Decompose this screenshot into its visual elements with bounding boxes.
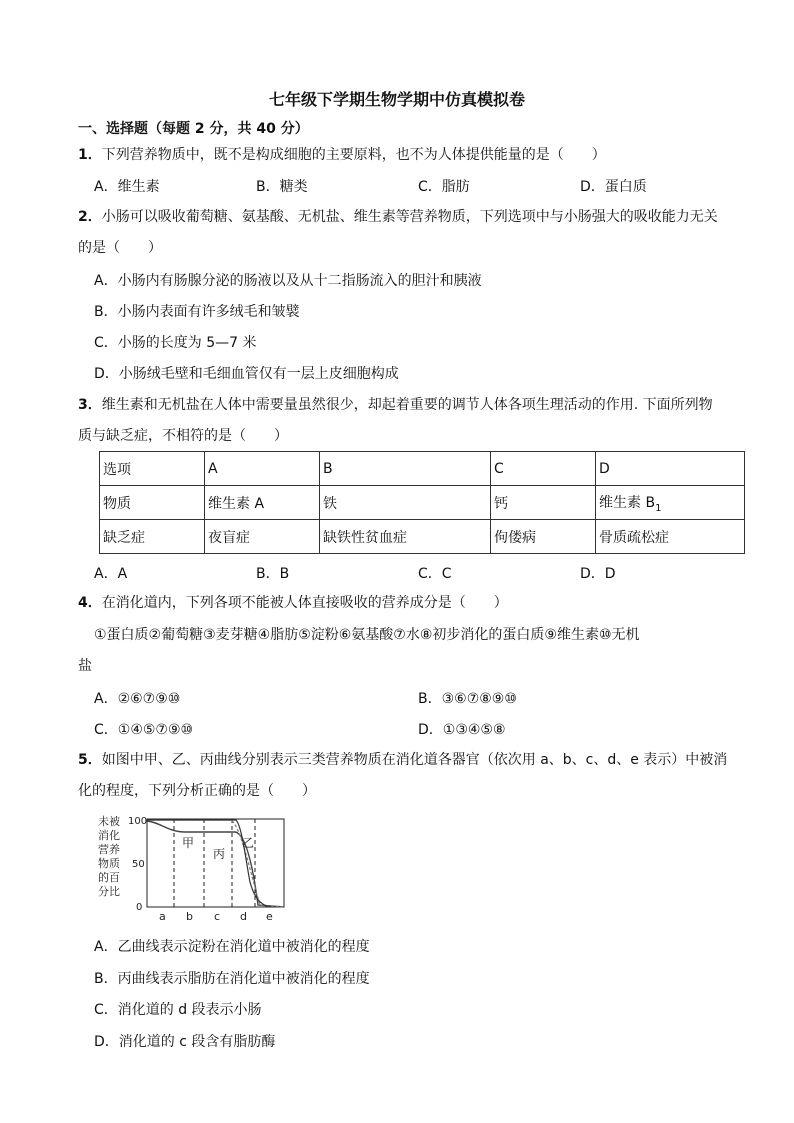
table-cell: 钙 (491, 486, 596, 520)
question-text: 小肠可以吸收葡萄糖、氨基酸、无机盐、维生素等营养物质，下列选项中与小肠强大的吸收能力无关 (101, 209, 718, 225)
digestion-curve-figure (90, 812, 300, 924)
option-b[interactable]: B．B (256, 566, 290, 582)
option-a[interactable]: A．维生素 (94, 179, 160, 195)
x-tick-label: d (240, 910, 247, 923)
option-c[interactable]: C．消化道的 d 段表示小肠 (94, 1002, 262, 1018)
question-text: 在消化道内，下列各项不能被人体直接吸收的营养成分是（ ） (101, 595, 508, 611)
subscript: 1 (655, 502, 662, 514)
table-cell: B (320, 452, 491, 486)
question-number: 5． (78, 752, 102, 768)
question-5 (78, 750, 727, 770)
question-text: 维生素和无机盐在人体中需要量虽然很少，却起着重要的调节人体各项生理活动的作用. 下面所列物 (101, 397, 713, 413)
question-number: 3． (78, 397, 102, 413)
option-c[interactable]: C．脂肪 (418, 179, 470, 195)
y-axis-label: 消化 (98, 829, 120, 842)
table-cell: 选项 (100, 452, 205, 486)
option-a[interactable]: A．小肠内有肠腺分泌的肠液以及从十二指肠流入的胆汁和胰液 (94, 273, 482, 289)
option-b[interactable]: B．糖类 (256, 179, 308, 195)
question-text-continued: 化的程度，下列分析正确的是（ ） (78, 783, 316, 799)
y-axis-label: 物质 (98, 857, 120, 870)
y-tick-label: 50 (132, 859, 145, 870)
table-row (100, 520, 745, 554)
question-2 (78, 207, 718, 227)
table-cell: A (205, 452, 320, 486)
question-text-continued: 质与缺乏症，不相符的是（ ） (78, 428, 288, 444)
y-axis-label: 营养 (98, 843, 120, 856)
question-number: 2． (78, 209, 102, 225)
option-c[interactable]: C．小肠的长度为 5—7 米 (94, 335, 257, 351)
question-text: 下列营养物质中，既不是构成细胞的主要原料，也不为人体提供能量的是（ ） (101, 147, 606, 163)
table-cell: 骨质疏松症 (596, 520, 745, 554)
curve-label: 丙 (213, 847, 226, 861)
option-d[interactable]: D．消化道的 c 段含有脂肪酶 (94, 1034, 276, 1050)
option-b[interactable]: B．丙曲线表示脂肪在消化道中被消化的程度 (94, 971, 370, 987)
question-number: 1． (78, 147, 102, 163)
nutrient-list-continued: 盐 (78, 658, 92, 674)
y-axis-label: 的百 (98, 871, 120, 884)
table-cell: 佝偻病 (491, 520, 596, 554)
option-c[interactable]: C．①④⑤⑦⑨⑩ (94, 722, 194, 738)
option-a[interactable]: A．乙曲线表示淀粉在消化道中被消化的程度 (94, 939, 370, 955)
option-c[interactable]: C．C (418, 566, 452, 582)
y-axis-label: 分比 (98, 885, 120, 898)
x-tick-label: a (159, 910, 166, 923)
vitamin-mineral-table (99, 451, 745, 554)
table-cell: 夜盲症 (205, 520, 320, 554)
option-a[interactable]: A．A (94, 566, 128, 582)
table-cell: 物质 (100, 486, 205, 520)
curve-jia (147, 821, 284, 907)
table-cell: D (596, 452, 745, 486)
table-cell (596, 486, 745, 520)
curve-label: 乙 (242, 836, 255, 850)
table-row (100, 486, 745, 520)
question-text-continued: 的是（ ） (78, 240, 162, 256)
question-1 (78, 145, 606, 165)
option-b[interactable]: B．③⑥⑦⑧⑨⑩ (418, 691, 517, 707)
x-tick-label: b (186, 910, 193, 923)
option-d[interactable]: D．D (580, 566, 616, 582)
option-d[interactable]: D．蛋白质 (580, 179, 647, 195)
option-b[interactable]: B．小肠内表面有许多绒毛和皱襞 (94, 304, 300, 320)
question-number: 4． (78, 595, 102, 611)
y-tick-label: 100 (128, 816, 148, 827)
question-text: 如图中甲、乙、丙曲线分别表示三类营养物质在消化道各器官（依次用 a、b、c、d、e 表示）中被消 (101, 752, 728, 768)
table-cell: 缺铁性贫血症 (320, 520, 491, 554)
option-d[interactable]: D．小肠绒毛壁和毛细血管仅有一层上皮细胞构成 (94, 366, 399, 382)
y-tick-label: 0 (136, 902, 143, 913)
option-d[interactable]: D．①③④⑤⑧ (418, 722, 506, 738)
table-cell: 维生素 A (205, 486, 320, 520)
nutrient-list: ①蛋白质②葡萄糖③麦芽糖④脂肪⑤淀粉⑥氨基酸⑦水⑧初步消化的蛋白质⑨维生素⑩无机 (94, 627, 640, 643)
table-cell: 铁 (320, 486, 491, 520)
y-axis-label: 未被 (98, 815, 120, 828)
cell-text: 维生素 B (599, 494, 656, 511)
page-title: 七年级下学期生物学期中仿真模拟卷 (268, 90, 525, 109)
table-cell: 缺乏症 (100, 520, 205, 554)
x-tick-label: e (266, 910, 273, 923)
table-cell: C (491, 452, 596, 486)
curve-yi (147, 820, 284, 907)
section-heading: 一、选择题（每题 2 分，共 40 分） (78, 121, 309, 137)
option-a[interactable]: A．②⑥⑦⑨⑩ (94, 691, 181, 707)
question-3 (78, 395, 713, 415)
question-4 (78, 593, 508, 613)
x-tick-label: c (214, 910, 221, 923)
table-row (100, 452, 745, 486)
curve-label: 甲 (182, 836, 195, 850)
